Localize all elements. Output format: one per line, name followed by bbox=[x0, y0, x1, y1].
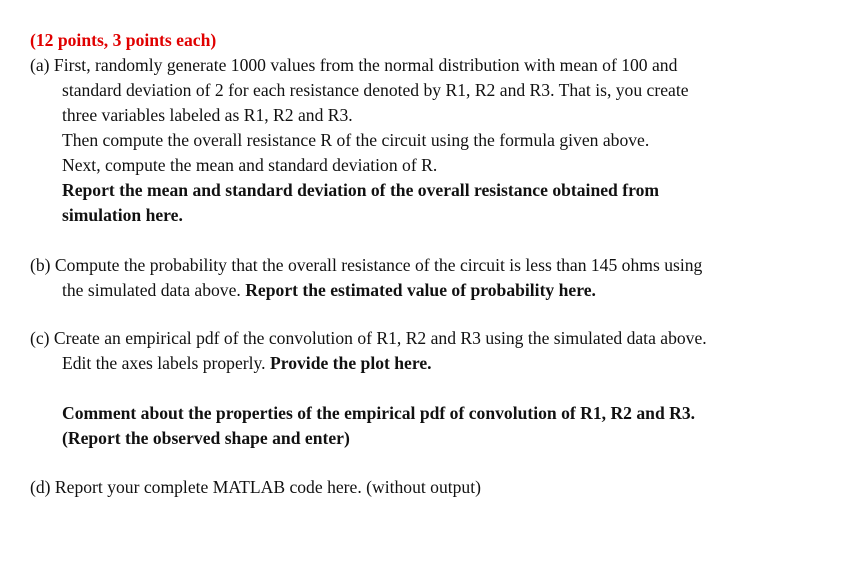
part-a-line-5: Next, compute the mean and standard deviation of R. bbox=[62, 155, 438, 175]
part-b-line-1: (b) Compute the probability that the overall resistance of the circuit is less than 145 ohms using bbox=[30, 255, 703, 275]
part-a-line-1: (a) First, randomly generate 1000 values from the normal distribution with mean of 100 and bbox=[30, 55, 678, 75]
part-a-line-4: Then compute the overall resistance R of the circuit using the formula given above. bbox=[62, 130, 650, 150]
part-b-report-text: Report the estimated value of probability here. bbox=[245, 280, 596, 300]
part-c-line-2-text: Edit the axes labels properly. bbox=[62, 353, 270, 373]
part-a-report-line-1: Report the mean and standard deviation of the overall resistance obtained from bbox=[62, 180, 660, 200]
part-a-line-3: three variables labeled as R1, R2 and R3. bbox=[62, 105, 353, 125]
part-c-comment-line-2: (Report the observed shape and enter) bbox=[62, 428, 350, 448]
part-c-line-2 bbox=[62, 351, 432, 375]
part-d-line-1: (d) Report your complete MATLAB code here. (without output) bbox=[30, 477, 481, 497]
part-b-line-2-text: the simulated data above. bbox=[62, 280, 246, 300]
part-c-comment-line-1: Comment about the properties of the empirical pdf of convolution of R1, R2 and R3. bbox=[62, 403, 696, 423]
part-c-line-1: (c) Create an empirical pdf of the convolution of R1, R2 and R3 using the simulated data above. bbox=[30, 328, 707, 348]
part-b-line-2 bbox=[62, 278, 596, 302]
part-a-report-line-2: simulation here. bbox=[62, 205, 183, 225]
points-header: (12 points, 3 points each) bbox=[30, 30, 217, 50]
part-c-plot-text: Provide the plot here. bbox=[269, 353, 432, 373]
part-a-line-2: standard deviation of 2 for each resistance denoted by R1, R2 and R3. That is, you create bbox=[62, 80, 689, 100]
